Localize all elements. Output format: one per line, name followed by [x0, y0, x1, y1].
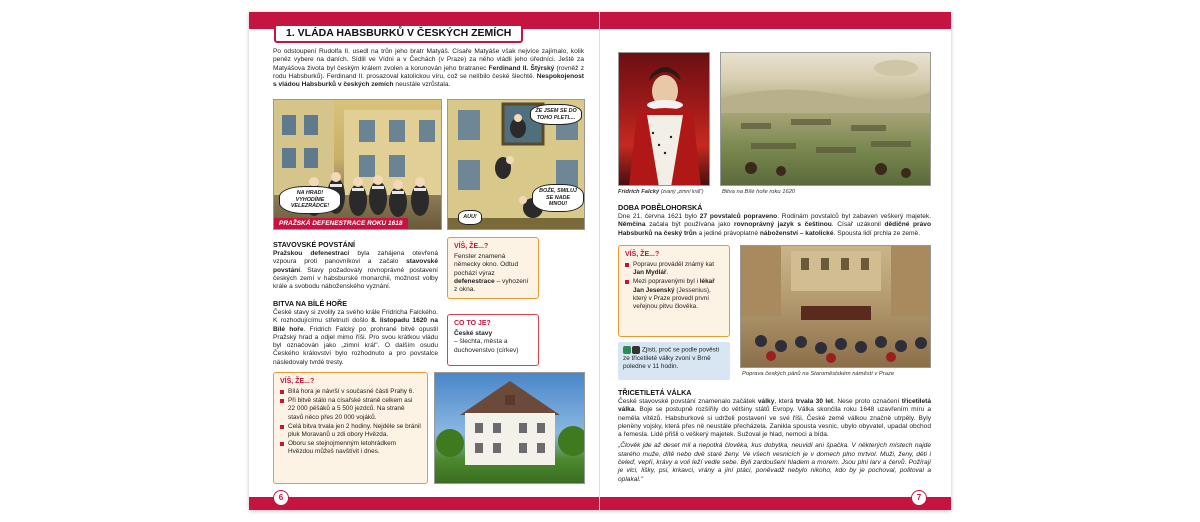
photo-letohradek-hvezda: [434, 372, 585, 484]
text-run: . Spousta lidí prchla ze země.: [833, 229, 921, 237]
bold-text: náboženství – katolické: [759, 229, 834, 237]
fact-box-bila-hora: [273, 372, 428, 484]
bold-text: Nespokojenost s vládou Habsburků v českých zemích: [273, 72, 584, 89]
chapter-title: 1. VLÁDA HABSBURKŮ V ČESKÝCH ZEMÍCH: [274, 24, 523, 43]
bottom-bar: [600, 497, 951, 510]
text-run: . Císař uzákonil: [831, 221, 885, 229]
text-run: . Rodinám povstalců byl zabaven veškerý majetek.: [777, 213, 931, 220]
bold-text: lékař Jan Jesenský: [633, 278, 715, 294]
fact-item: [625, 261, 723, 277]
fact-item: [625, 278, 723, 311]
caption-fridrich-note: (zvaný „zimní král"): [660, 189, 704, 195]
fact-list: [625, 261, 723, 311]
fact-box-heading: VÍŠ, ŽE...?: [454, 243, 489, 250]
text-run: . Nese proto označení: [833, 398, 902, 405]
text-run: , která: [774, 398, 796, 405]
caption-fridrich-name: Fridrich Falcký: [618, 189, 660, 195]
intro-paragraph: [273, 48, 584, 89]
section-bitva-na-bile-hore: [273, 299, 438, 367]
text-run: .: [666, 269, 669, 277]
bold-text: Ferdinand II. Štýrský: [488, 64, 555, 72]
caption-poprava: Poprava českých pánů na Staroměstském náměstí v Praze: [742, 371, 895, 377]
bold-text: rovnoprávný jazyk s češtinou: [734, 221, 832, 229]
fact-box-heading: VÍŠ, ŽE...?: [280, 378, 315, 385]
bold-text: Pražskou defenestrací: [273, 250, 350, 257]
text-run: České stavovské povstání znamenalo začátek: [618, 398, 758, 405]
definition-term: České stavy: [454, 330, 493, 337]
bottom-bar: [249, 497, 599, 510]
caption-fridrich: [618, 189, 718, 195]
text-run: Mezi popravenými byl i: [633, 278, 700, 286]
task-icon-search: [632, 346, 640, 354]
task-box: [618, 342, 730, 380]
section-text: [618, 398, 931, 439]
comic-panel-window: [447, 99, 585, 230]
fact-item: Při bitvě stálo na císařské straně celkem asi 22 000 pěšáků a 5 500 jezdců. Na straně stavů něco přes 20 000 vojáků.: [280, 397, 421, 422]
comic-panel-defenestration: [273, 99, 442, 230]
text-run: . Boje se postupně rozšířily do většiny států Evropy. Válka skončila roku 1648 uzavřením míru a neměla vítězů. Habsburkové si udrželi postavení ve své říši. České země válkou značně utrpěly. Byly plenëny vojsky, která přes ně neustále přecházela. Zanikla spousta vesnic, ubylo obyvatel, upadal obchod a řemesla. Lidé přišli o veškerý majetek. Sužoval je hlad, nemoci a bída.: [618, 406, 931, 439]
speech-bubble-1: NA HRAD! VYHODÍME VELEZRÁDCE!: [279, 186, 341, 214]
speech-bubble-3: BOŽE, SMILUJ SE NADE MNOU!: [532, 184, 584, 212]
text-run: a jediné právoplatné: [696, 229, 760, 237]
comic-caption: PRAŽSKÁ DEFENESTRACE ROKU 1618: [274, 218, 408, 229]
textbook-spread: [249, 12, 951, 510]
fact-list: [280, 388, 421, 457]
text-run: Po odstoupení Rudolfa II. usedl na trůn jeho bratr Matyáš. Císaře Matyáše však nejvíce zajímalo, kolik peněz vybere na daních. Sídlil ve Vídni a v Čechách (v Praze) za něho vládli jeho úředníci. Ještě za Matyášova života byl českým králem zvolen a korunován jeho bratranec: [273, 48, 584, 72]
section-text: [273, 250, 438, 291]
bold-text: Němčina: [618, 221, 646, 229]
bold-text: války: [757, 398, 775, 405]
text-run: – vyhození z okna.: [454, 277, 529, 294]
fact-item: Celá bitva trvala jen 2 hodiny. Nejdéle se bránil pluk Moravanů u zdi obory Hvězda.: [280, 423, 421, 439]
speech-bubble-2: ŽE JSEM SE DO TOHO PLETL...: [530, 104, 582, 125]
section-text: [618, 213, 931, 238]
top-bar: [600, 12, 951, 29]
right-page: [600, 12, 951, 510]
execution-illustration: [741, 246, 931, 368]
text-run: . Fridrich Falcký po prohrané bitvě opustil Pražský hrad a odjel mimo říši. Pro svou krátkou vládu byl označován jako „zimní král". O dalším osudu Českého království bylo rozhodnuto a pro povstalce následovaly tvrdé tresty.: [273, 325, 438, 366]
caption-bitva: Bitva na Bílé hoře roku 1620: [722, 189, 796, 195]
bold-text: 8. listopadu 1620 na Bílé hoře: [273, 317, 438, 333]
bold-text: 27 povstalců popraveno: [699, 213, 778, 220]
fact-box-poprava: [618, 245, 730, 337]
text-run: byla zahájena otevřená vzpoura proti panovníkovi a začalo: [273, 250, 438, 266]
text-run: Popravu prováděl známý kat: [633, 261, 714, 268]
page-number-right: 7: [911, 490, 927, 506]
text-run: (rovněž z rodu Habsburků). Ferdinand II. prosazoval katolickou víru, což se nelíbilo české šlechtě.: [273, 64, 584, 80]
definition-box: [447, 314, 539, 366]
section-heading: DOBA POBĚLOHORSKÁ: [618, 203, 703, 212]
section-stavovske-povstani: [273, 240, 438, 291]
text-run: . Stavy požadovaly rovnoprávné postavení českých zemí v habsburské monarchii, možnost volby krále a svobodu náboženského vyznání.: [273, 266, 438, 291]
fact-box-vis-ze: [447, 237, 539, 299]
bold-text: trvala 30 let: [795, 398, 834, 405]
text-run: Fenster znamená německy okno. Odtud pochází výraz: [454, 253, 519, 277]
bold-text: dědičné právo Habsburků na český trůn: [618, 221, 931, 237]
bold-text: třicetiletá válka: [618, 398, 932, 414]
painting-poprava: [740, 245, 931, 368]
section-heading: TŘICETILETÁ VÁLKA: [618, 388, 692, 397]
section-tricetileta-valka: [618, 388, 931, 484]
section-heading: BITVA NA BÍLÉ HOŘE: [273, 299, 348, 308]
page-number-left: 6: [273, 490, 289, 506]
text-run: (Jessenius), který v Praze provedl první veřejnou pitvu člověka.: [633, 286, 711, 311]
text-run: České stavy si zvolily za svého krále Fridricha Falckého. K rozhodujícímu střetnutí došlo: [273, 309, 438, 325]
task-text: Zjisti, proč se podle pověsti ze třicetileté války zvoní v Brně poledne v 11 hodin.: [623, 346, 720, 370]
fact-item: Bílá hora je návrší v současné části Prahy 6.: [280, 388, 421, 396]
bold-text: stavovské povstání: [273, 258, 438, 274]
text-run: neustále vzrůstala.: [393, 81, 451, 89]
task-icon-green: [623, 346, 631, 354]
left-page: [249, 12, 600, 510]
portrait-illustration: [619, 53, 710, 186]
battle-illustration: [721, 53, 931, 186]
portrait-fridrich-falcky: [618, 52, 710, 186]
historical-quote: „Člověk jde až deset mil a nepotká člověka, kus dobytka, neuvidí ani špačka. V některých místech najde starého muže, dítě nebo dvě staré ženy. Ve všech vesnicích je v domech plno mrtvol. Muži, ženy, děti i čeleď, vepři, krávy a voli leží vedle sebe. Byli zardoušeni hladem a morem. Jsou plni larv a červů. Požírají je vlci, lišky, psi, krkavci, vrány a jiní ptáci, poněvadž nebylo nikoho, kdo by je pochoval, politoval a oplakal.": [618, 442, 931, 483]
bold-text: defenestrace: [454, 277, 495, 285]
fact-item: Oboru se stejnojmenným letohrádkem Hvězdou můžeš navštívit i dnes.: [280, 440, 421, 456]
fact-box-heading: VÍŠ, ŽE...?: [625, 251, 660, 258]
bold-text: Jan Mydlář: [633, 269, 667, 277]
definition-text: – šlechta, města a duchovenstvo (církev): [454, 338, 519, 354]
hvezda-illustration: [435, 373, 585, 484]
fact-box-text: [454, 253, 532, 294]
section-text: [273, 309, 438, 367]
text-run: Dne 21. června 1621 bylo: [618, 213, 700, 220]
text-run: začala být používána jako: [645, 221, 735, 229]
section-heading: STAVOVSKÉ POVSTÁNÍ: [273, 240, 356, 249]
section-doba-pobelohorska: [618, 203, 931, 238]
definition-heading: CO TO JE?: [454, 320, 491, 327]
painting-bitva-na-bile-hore: [720, 52, 931, 186]
speech-bubble-4: AUU!: [458, 210, 482, 225]
